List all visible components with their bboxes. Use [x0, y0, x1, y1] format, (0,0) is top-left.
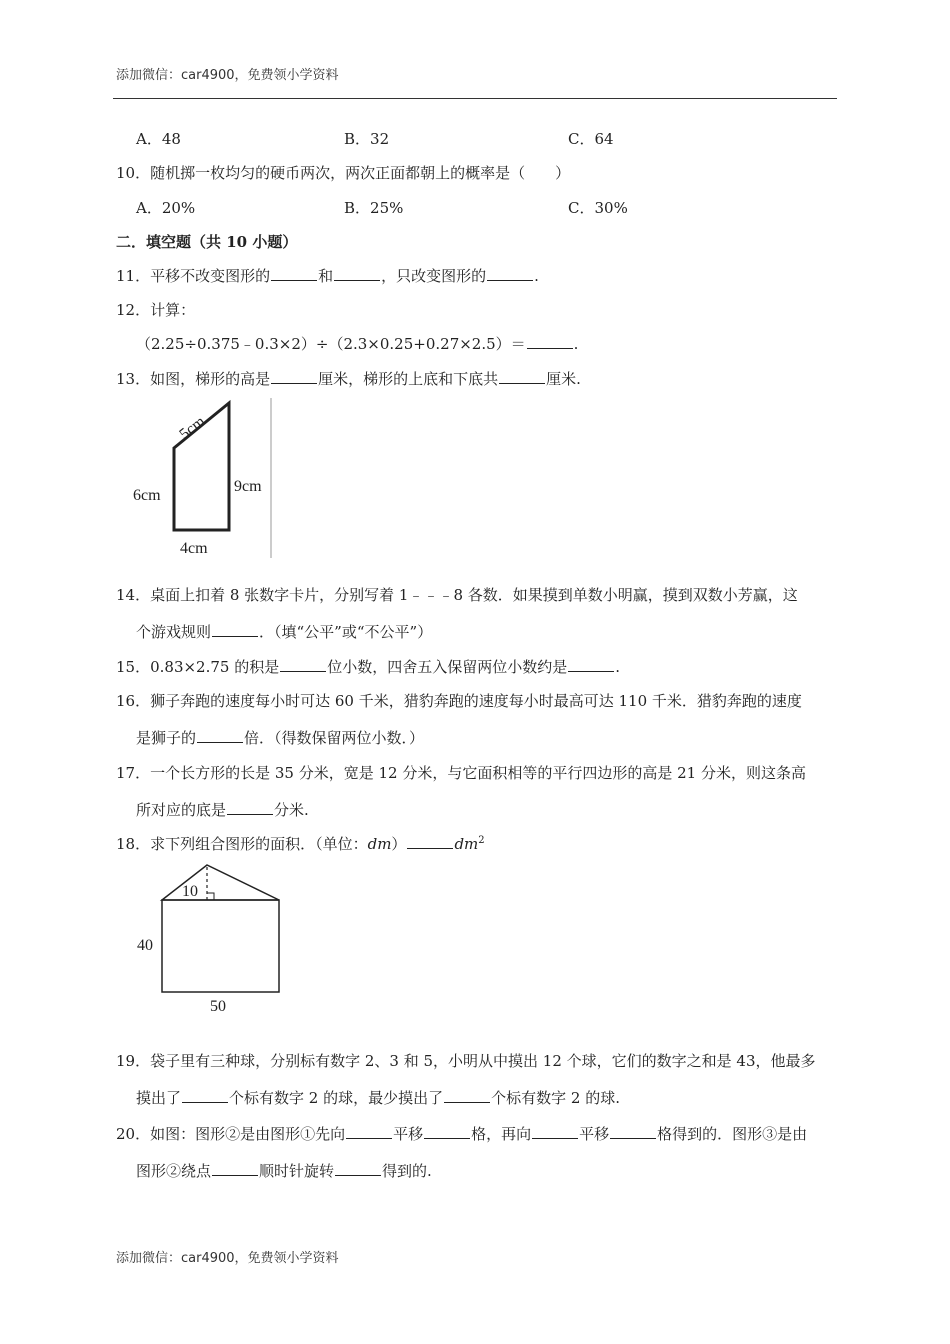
q10-option-c[interactable]: C．30% [568, 199, 628, 217]
q14-line-2 [136, 621, 432, 642]
rectangle-side-label: 40 [137, 937, 153, 954]
q10-option-a[interactable]: A．20% [136, 199, 196, 217]
q11-blank-3[interactable] [487, 266, 533, 281]
q14-line-1: 14．桌面上扣着 8 张数字卡片，分别写着 1﹣﹣﹣8 各数．如果摸到单数小明赢，摸到双数小芳赢，这 [116, 586, 798, 604]
q19-line-1: 19．袋子里有三种球，分别标有数字 2、3 和 5，小明从中摸出 12 个球，它们的数字之和是 43，他最多 [116, 1052, 816, 1070]
q19-blank-1[interactable] [182, 1088, 228, 1103]
q20-blank-5[interactable] [212, 1161, 258, 1176]
q12-blank[interactable] [527, 334, 573, 349]
trapezoid-top-label: 5cm [176, 412, 209, 444]
q17-blank[interactable] [227, 800, 273, 815]
q12-expr: （2.25÷0.375﹣0.3×2）÷（2.3×0.25+0.27×2.5）＝ [136, 335, 526, 353]
q16-line-2 [136, 727, 424, 748]
q15-blank-1[interactable] [280, 657, 326, 672]
q12-end: . [573, 335, 579, 353]
q16-text-2: 倍．（得数保留两位小数．） [244, 729, 425, 747]
q17-text-1: 所对应的底是 [136, 801, 227, 819]
q15-blank-2[interactable] [568, 657, 614, 672]
q18-unit: dm [367, 835, 392, 853]
q13-text-1: 13．如图，梯形的高是 [116, 370, 271, 388]
q18-text-1: 18．求下列组合图形的面积．（单位： [116, 835, 368, 853]
q18-blank[interactable] [407, 834, 453, 849]
q20-line-1 [116, 1123, 807, 1144]
q9-option-c[interactable]: C．64 [568, 130, 614, 148]
q16-line-1: 16．狮子奔跑的速度每小时可达 60 千米，猎豹奔跑的速度每小时最高可达 110 千米．猎豹奔跑的速度 [116, 692, 802, 710]
q20-text-8: 得到的. [382, 1162, 432, 1180]
q20-text-7: 顺时针旋转 [259, 1162, 335, 1180]
q18 [116, 833, 485, 854]
trapezoid-left-label: 6cm [133, 487, 161, 504]
q13-text-3: 厘米. [546, 370, 581, 388]
q20-text-2: 平移 [393, 1125, 424, 1143]
q13-text-2: 厘米，梯形的上底和下底共 [318, 370, 499, 388]
q20-text-4: 平移 [579, 1125, 610, 1143]
q11-text-4: . [534, 267, 539, 285]
q19-text-1: 摸出了 [136, 1089, 182, 1107]
q15-text-1: 15．0.83×2.75 的积是 [116, 658, 280, 676]
composite-triangle [162, 865, 279, 900]
q20-blank-4[interactable] [610, 1124, 656, 1139]
page-header: 添加微信：car4900，免费领小学资料 [116, 68, 339, 83]
q11-blank-2[interactable] [334, 266, 380, 281]
q15 [116, 656, 620, 677]
q13 [116, 368, 581, 389]
triangle-height-label: 10 [182, 883, 198, 900]
q9-option-a[interactable]: A．48 [136, 130, 181, 148]
q11-blank-1[interactable] [271, 266, 317, 281]
q9-option-b[interactable]: B．32 [344, 130, 390, 148]
q20-blank-1[interactable] [346, 1124, 392, 1139]
q20-line-2 [136, 1160, 432, 1181]
q12-label: 12．计算： [116, 301, 196, 319]
section-2-title: 二．填空题（共 10 小题） [116, 233, 298, 251]
trapezoid-bottom-label: 4cm [180, 540, 208, 557]
q17-line-2 [136, 799, 309, 820]
q20-blank-3[interactable] [532, 1124, 578, 1139]
q19-text-3: 个标有数字 2 的球. [491, 1089, 620, 1107]
q11 [116, 265, 539, 286]
q19-line-2 [136, 1087, 620, 1108]
rectangle-bottom-label: 50 [210, 998, 226, 1015]
q20-text-3: 格，再向 [471, 1125, 532, 1143]
q13-blank-2[interactable] [499, 369, 545, 384]
q15-text-2: 位小数，四舍五入保留两位小数约是 [327, 658, 568, 676]
q11-text-1: 11．平移不改变图形的 [116, 267, 271, 285]
q16-text-1: 是狮子的 [136, 729, 197, 747]
q17-line-1: 17．一个长方形的长是 35 分米，宽是 12 分米，与它面积相等的平行四边形的高是 21 分米，则这条高 [116, 764, 806, 782]
q13-blank-1[interactable] [271, 369, 317, 384]
q20-text-6: 图形②绕点 [136, 1162, 212, 1180]
q17-text-2: 分米. [274, 801, 309, 819]
composite-figure [132, 862, 287, 1017]
q14-text-1: 个游戏规则 [136, 623, 212, 641]
q18-text-2: ） [391, 835, 407, 853]
q11-text-3: ，只改变图形的 [381, 267, 487, 285]
q12-expression [136, 333, 578, 354]
q11-text-2: 和 [318, 267, 334, 285]
q18-exponent: 2 [478, 835, 485, 846]
q20-blank-6[interactable] [335, 1161, 381, 1176]
q16-blank[interactable] [197, 728, 243, 743]
q18-unit-2: dm [454, 835, 479, 853]
q15-text-3: . [615, 658, 621, 676]
right-angle-mark [207, 893, 214, 900]
composite-rectangle [162, 900, 279, 992]
q20-text-1: 20．如图：图形②是由图形①先向 [116, 1125, 346, 1143]
header-divider [113, 98, 837, 99]
q19-blank-2[interactable] [444, 1088, 490, 1103]
q19-text-2: 个标有数字 2 的球，最少摸出了 [229, 1089, 444, 1107]
q14-blank[interactable] [212, 622, 258, 637]
page-footer: 添加微信：car4900，免费领小学资料 [116, 1251, 339, 1266]
trapezoid-right-label: 9cm [234, 478, 262, 495]
q10-stem: 10．随机掷一枚均匀的硬币两次，两次正面都朝上的概率是（ ） [116, 164, 571, 182]
trapezoid-figure [130, 396, 275, 561]
q14-text-2: ．（填“公平”或“不公平”） [259, 623, 433, 641]
q20-blank-2[interactable] [424, 1124, 470, 1139]
q10-option-b[interactable]: B．25% [344, 199, 404, 217]
q20-text-5: 格得到的．图形③是由 [657, 1125, 808, 1143]
